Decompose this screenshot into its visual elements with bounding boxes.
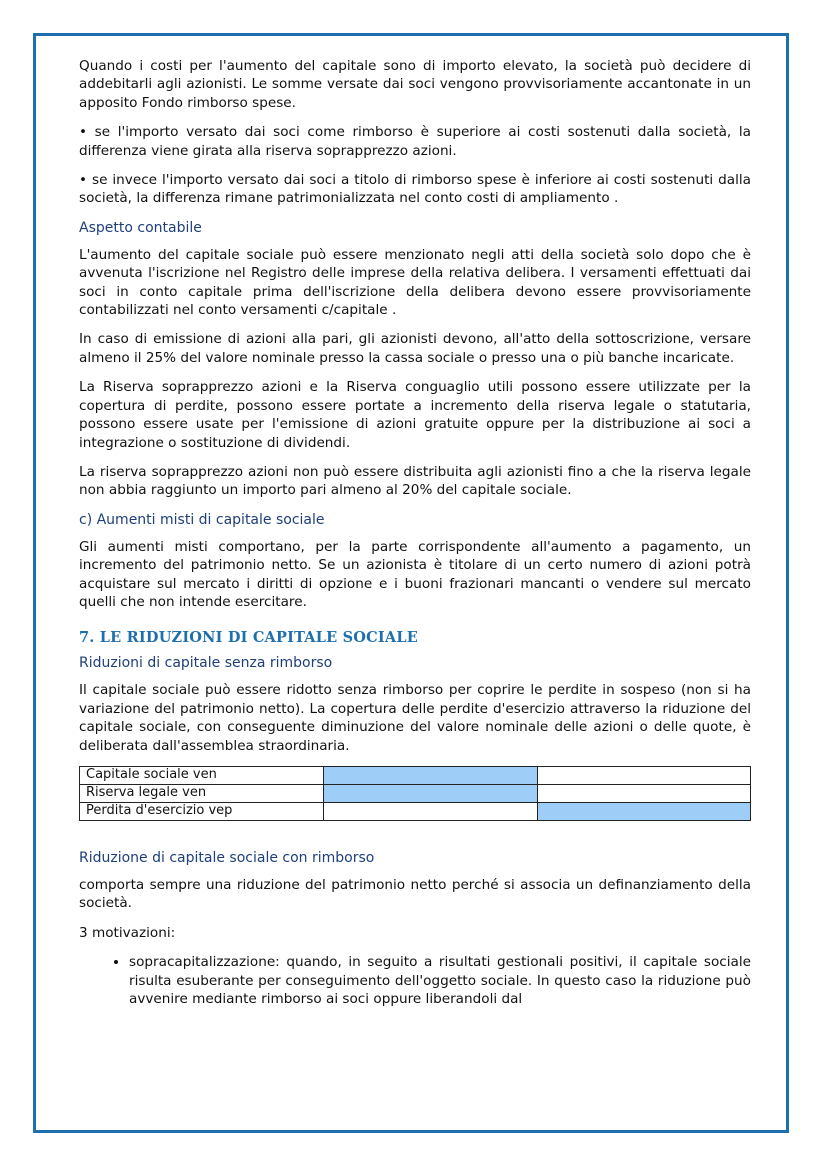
intro-paragraph-1: Quando i costi per l'aumento del capitale sono di importo elevato, la società può decidere di addebitarli agli azionisti. Le somme versate dai soci vengono provvisoriamente accantonate in un apposito Fondo rimborso spese. (79, 58, 751, 111)
row-label: Capitale sociale ven (80, 766, 324, 784)
intro-bullet-2: • se invece l'importo versato dai soci a titolo di rimborso spese è inferiore ai costi sostenuti dalla società, la differenza rimane patrimonializzata nel conto costi di ampliamento . (79, 172, 751, 207)
senza-rimborso-paragraph: Il capitale sociale può essere ridotto senza rimborso per coprire le perdite in sospeso (non si ha variazione del patrimonio netto). La copertura delle perdite d'esercizio attraverso la riduzione del capitale sociale, con conseguente diminuzione del valore nominale delle azioni o delle quote, è deliberata dall'assemblea straordinaria. (79, 682, 751, 754)
list-item: • sopracapitalizzazione: quando, in seguito a risultati gestionali positivi, il capitale sociale risulta esuberante per conseguimento dell'oggetto sociale. In questo caso la riduzione può avvenire mediante rimborso ai soci oppure liberandoli dal (129, 953, 751, 1008)
aspetto-paragraph-1: L'aumento del capitale sociale può essere menzionato negli atti della società solo dopo che è avvenuta l'iscrizione nel Registro delle imprese della relativa delibera. I versamenti effettuati dai soci in conto capitale prima dell'iscrizione della delibera devono essere provvisoriamente contabilizzati nel conto versamenti c/capitale . (79, 246, 751, 319)
aspetto-contabile-heading: Aspetto contabile (79, 219, 202, 236)
intro-bullet-1: • se l'importo versato dai soci come rimborso è superiore ai costi sostenuti dalla società, la differenza viene girata alla riserva soprapprezzo azioni. (79, 124, 751, 159)
aumenti-misti-heading: c) Aumenti misti di capitale sociale (79, 511, 325, 528)
row-cell-col2 (324, 802, 537, 820)
aspetto-paragraph-4: La riserva soprapprezzo azioni non può essere distribuita agli azionisti fino a che la riserva legale non abbia raggiunto un importo pari almeno al 20% del capitale sociale. (79, 463, 751, 499)
aumenti-misti-paragraph: Gli aumenti misti comportano, per la parte corrispondente all'aumento a pagamento, un incremento del patrimonio netto. Se un azionista è titolare di un certo numero di azioni potrà acquistare sul mercato i diritti di opzione e i buoni frazionari mancanti o vendere sul mercato quelli che non intende esercitare. (79, 538, 751, 610)
row-label: Perdita d'esercizio vep (80, 802, 324, 820)
page-content (79, 57, 751, 1008)
table-row (80, 766, 751, 784)
aspetto-paragraph-3: La Riserva soprapprezzo azioni e la Riserva conguaglio utili possono essere utilizzate per la copertura di perdite, possono essere portate a incremento della riserva legale o statutaria, possono essere usate per l'emissione di azioni gratuite oppure per la distribuzione ai soci a integrazione o sostituzione di dividendi. (79, 379, 751, 451)
aspetto-paragraph-2: In caso di emissione di azioni alla pari, gli azionisti devono, all'atto della sottoscrizione, versare almeno il 25% del valore nominale presso la cassa sociale o presso una o più banche incaricate. (79, 331, 751, 366)
con-rimborso-heading: Riduzione di capitale sociale con rimborso (79, 849, 375, 866)
table-row (80, 784, 751, 802)
con-rimborso-paragraph-1: comporta sempre una riduzione del patrimonio netto perché si associa un definanziamento della società. (79, 876, 751, 912)
ledger-table (79, 766, 751, 821)
row-cell-col3 (537, 784, 750, 802)
row-cell-col2 (324, 766, 537, 784)
row-cell-col3 (537, 802, 750, 820)
con-rimborso-paragraph-2: 3 motivazioni: (79, 924, 176, 941)
motivazioni-list (79, 953, 751, 1008)
section-7-title: 7. LE RIDUZIONI DI CAPITALE SOCIALE (79, 629, 418, 647)
senza-rimborso-heading: Riduzioni di capitale senza rimborso (79, 655, 333, 672)
row-cell-col3 (537, 766, 750, 784)
row-cell-col2 (324, 784, 537, 802)
table-row (80, 802, 751, 820)
row-label: Riserva legale ven (80, 784, 324, 802)
